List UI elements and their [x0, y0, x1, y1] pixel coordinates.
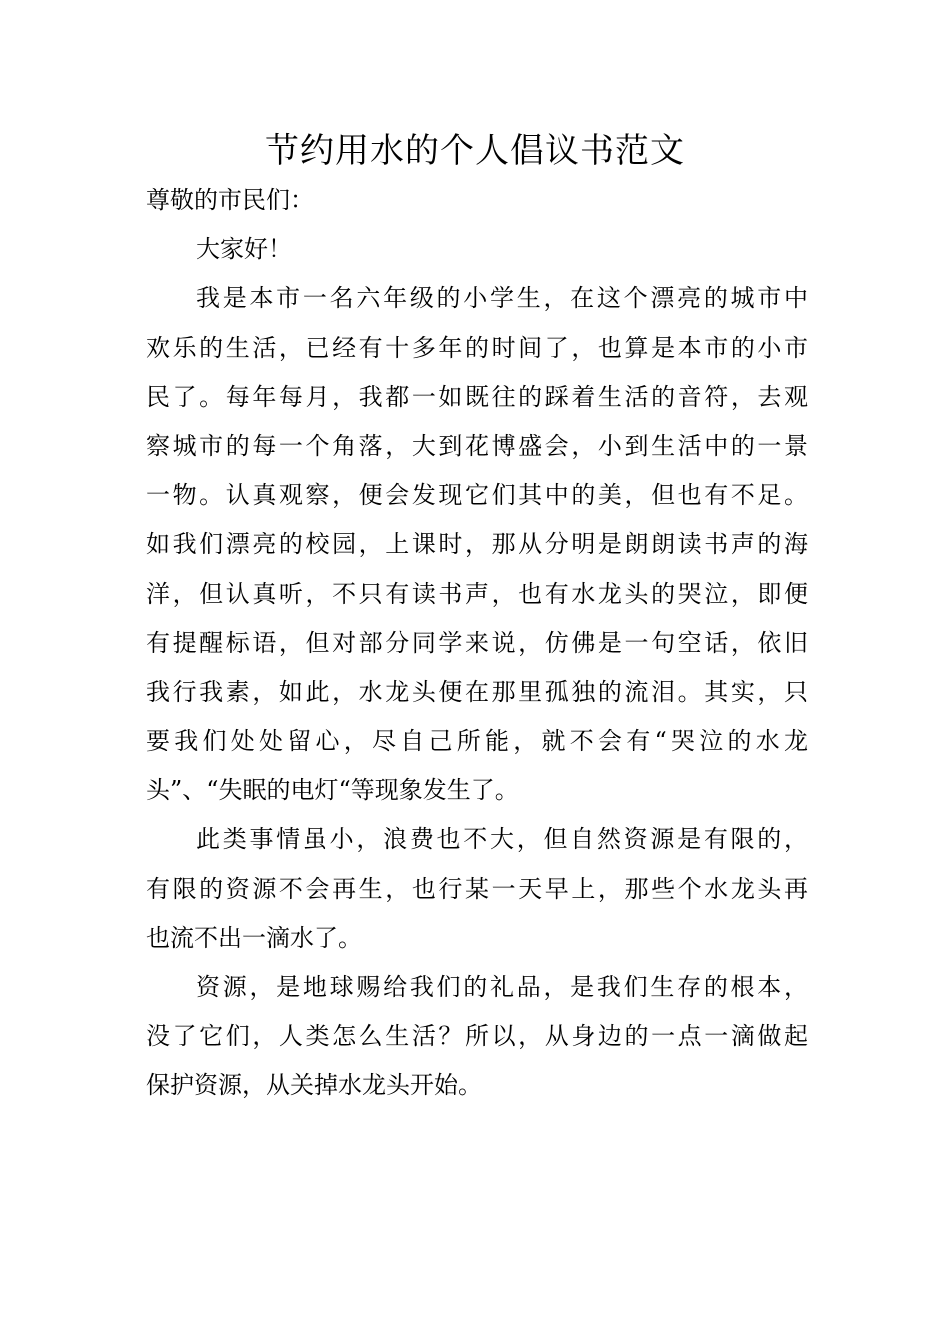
paragraph-line: 民了。每年每月，我都一如既往的踩着生活的音符，去观 [146, 382, 808, 411]
paragraph-line: 有限的资源不会再生，也行某一天早上，那些个水龙头再 [146, 874, 808, 903]
paragraph-line: 要我们处处留心，尽自己所能，就不会有“哭泣的水龙 [146, 727, 808, 756]
paragraph-line: 一物。认真观察，便会发现它们其中的美，但也有不足。 [146, 481, 808, 510]
paragraph-line: 保护资源，从关掉水龙头开始。 [146, 1071, 482, 1100]
paragraph-line: 洋，但认真听，不只有读书声，也有水龙头的哭泣，即便 [146, 579, 808, 608]
paragraph-line: 资源，是地球赐给我们的礼品，是我们生存的根本， [196, 973, 808, 1001]
paragraph-line: 如我们漂亮的校园，上课时，那从分明是朗朗读书声的海 [146, 530, 808, 559]
paragraph-line: 我是本市一名六年级的小学生，在这个漂亮的城市中 [196, 284, 808, 313]
paragraph-line: 有提醒标语，但对部分同学来说，仿佛是一句空话，依旧 [146, 628, 808, 657]
paragraph-line: 没了它们，人类怎么生活？所以，从身边的一点一滴做起 [146, 1022, 808, 1051]
paragraph-1 [146, 274, 808, 815]
paragraph-line: 也流不出一滴水了。 [146, 923, 362, 952]
document-title: 节约用水的个人倡议书范文 [265, 131, 685, 171]
paragraph-line: 此类事情虽小，浪费也不大，但自然资源是有限的， [196, 825, 808, 854]
greeting: 大家好！ [196, 235, 292, 264]
paragraph-line: 欢乐的生活，已经有十多年的时间了，也算是本市的小市 [146, 333, 808, 362]
salutation: 尊敬的市民们： [146, 186, 314, 214]
paragraph-3 [146, 963, 808, 1111]
paragraph-line: 察城市的每一个角落，大到花博盛会，小到生活中的一景 [146, 431, 808, 460]
paragraph-2 [146, 815, 808, 963]
document-body [146, 176, 808, 1111]
paragraph-line: 我行我素，如此，水龙头便在那里孤独的流泪。其实，只 [146, 677, 808, 706]
paragraph-line: 头”、“失眠的电灯“等现象发生了。 [146, 776, 519, 805]
